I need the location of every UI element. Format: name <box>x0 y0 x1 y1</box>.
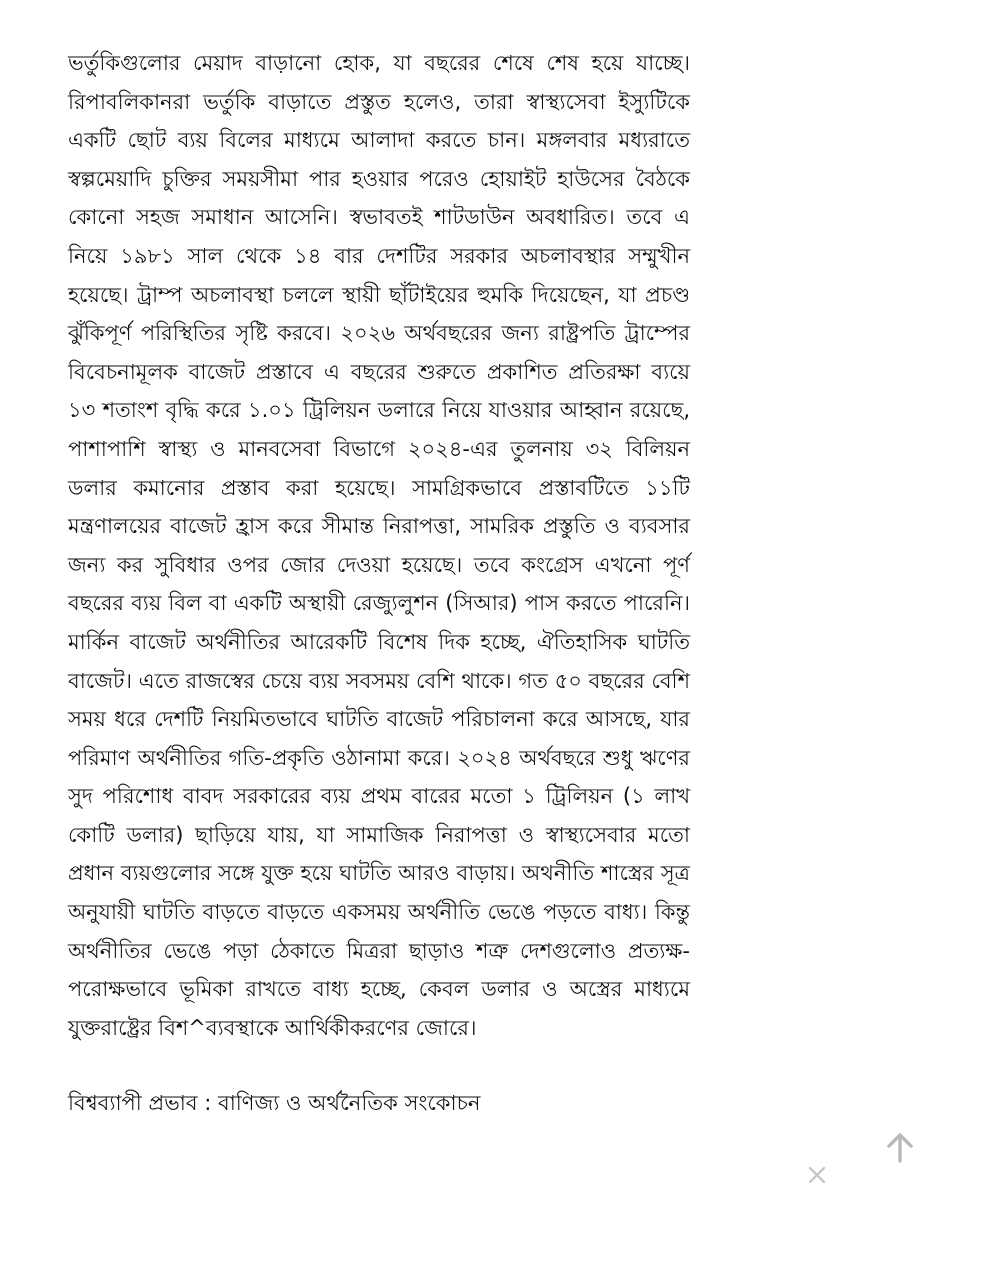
close-button[interactable] <box>804 1162 830 1188</box>
section-subheading: বিশ্বব্যাপী প্রভাব : বাণিজ্য ও অর্থনৈতিক সংকোচন <box>68 1091 481 1115</box>
article-paragraph: ভর্তুকিগুলোর মেয়াদ বাড়ানো হোক, যা বছরের শেষে শেষ হয়ে যাচ্ছে। রিপাবলিকানরা ভর্তুকি বাড়াতে প্রস্তুত হলেও, তারা স্বাস্থ্যসেবা ইস্যুটিকে একটি ছোট ব্যয় বিলের মাধ্যমে আলাদা করতে চান। মঙ্গলবার মধ্যরাতে স্বল্পমেয়াদি চুক্তির সময়সীমা পার হওয়ার পরেও হোয়াইট হাউসের বৈঠকে কোনো সহজ সমাধান আসেনি। স্বভাবতই শাটডাউন অবধারিত। তবে এ নিয়ে ১৯৮১ সাল থেকে ১৪ বার দেশটির সরকার অচলাবস্থার সম্মুখীন হয়েছে। ট্রাম্প অচলাবস্থা চললে স্থায়ী ছাঁটাইয়ের হুমকি দিয়েছেন, যা প্রচণ্ড ঝুঁকিপূর্ণ পরিস্থিতির সৃষ্টি করবে। ২০২৬ অর্থবছরের জন্য রাষ্ট্রপতি ট্রাম্পের বিবেচনামূলক বাজেট প্রস্তাবে এ বছরের শুরুতে প্রকাশিত প্রতিরক্ষা ব্যয়ে ১৩ শতাংশ বৃদ্ধি করে ১.০১ ট্রিলিয়ন ডলারে নিয়ে যাওয়ার আহ্বান রয়েছে, পাশাপাশি স্বাস্থ্য ও মানবসেবা বিভাগে ২০২৪-এর তুলনায় ৩২ বিলিয়ন ডলার কমানোর প্রস্তাব করা হয়েছে। সামগ্রিকভাবে প্রস্তাবটিতে ১১টি মন্ত্রণালয়ের বাজেট হ্রাস করে সীমান্ত নিরাপত্তা, সামরিক প্রস্তুতি ও ব্যবসার জন্য কর সুবিধার ওপর জোর দেওয়া হয়েছে। তবে কংগ্রেস এখনো পূর্ণ বছরের ব্যয় বিল বা একটি অস্থায়ী রেজ্যুলুশন (সিআর) পাস করতে পারেনি। মার্কিন বাজেট অর্থনীতির আরেকটি বিশেষ দিক হচ্ছে, ঐতিহাসিক ঘাটতি বাজেট। এতে রাজস্বের চেয়ে ব্যয় সবসময় বেশি থাকে। গত ৫০ বছরের বেশি সময় ধরে দেশটি নিয়মিতভাবে ঘাটতি বাজেট পরিচালনা করে আসছে, যার পরিমাণ অর্থনীতির গতি-প্রকৃতি ওঠানামা করে। ২০২৪ অর্থবছরে শুধু ঋণের সুদ পরিশোধ বাবদ সরকারের ব্যয় প্রথম বারের মতো ১ ট্রিলিয়ন (১ লাখ কোটি ডলার) ছাড়িয়ে যায়, যা সামাজিক নিরাপত্তা ও স্বাস্থ্যসেবার মতো প্রধান ব্যয়গুলোর সঙ্গে যুক্ত হয়ে ঘাটতি আরও বাড়ায়। অথনীতি শাস্ত্রের সূত্র অনুযায়ী ঘাটতি বাড়তে বাড়তে একসময় অর্থনীতি ভেঙে পড়তে বাধ্য। কিন্তু অর্থনীতির ভেঙে পড়া ঠেকাতে মিত্ররা ছাড়াও শত্রু দেশগুলোও প্রত্যক্ষ-পরোক্ষভাবে ভূমিকা রাখতে বাধ্য হচ্ছে, কেবল ডলার ও অস্ত্রের মাধ্যমে যুক্তরাষ্ট্রের বিশ^ব্যবস্থাকে আর্থিকীকরণের জোরে। <box>68 51 690 1040</box>
close-icon <box>804 1162 830 1188</box>
scroll-to-top-button[interactable] <box>884 1131 916 1165</box>
article-body <box>68 44 690 1047</box>
arrow-up-icon <box>884 1131 916 1165</box>
